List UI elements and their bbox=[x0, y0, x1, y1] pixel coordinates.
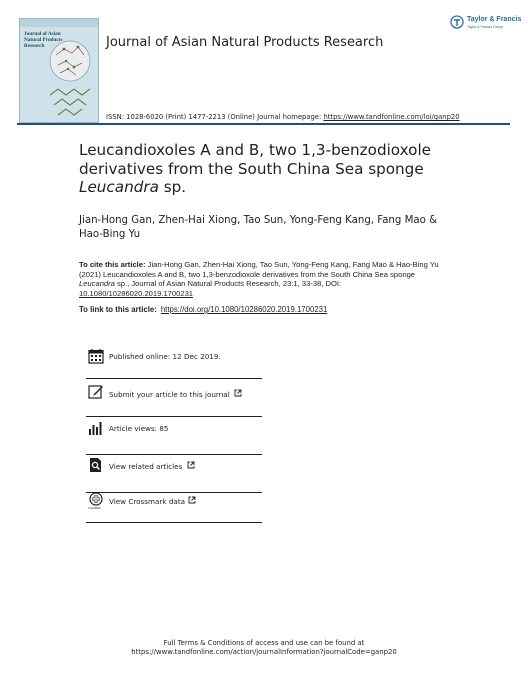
footer-terms-link[interactable]: https://www.tandfonline.com/action/journalInformation?journalCode=ganp20 bbox=[131, 648, 397, 656]
publisher-logo-tagline: Taylor & Francis Group bbox=[467, 25, 503, 29]
citation-doi-link[interactable]: 10.1080/10286020.2019.1700231 bbox=[79, 288, 194, 298]
submit-article-label[interactable]: Submit your article to this journal bbox=[109, 390, 230, 399]
link-to-label: To link to this article: bbox=[79, 305, 157, 314]
publisher-logo-icon bbox=[450, 15, 464, 29]
publisher-logo[interactable] bbox=[450, 14, 522, 34]
article-title-end: sp. bbox=[158, 178, 187, 196]
issn-text: ISSN: 1028-6020 (Print) 1477-2213 (Online) Journal homepage: bbox=[106, 113, 324, 121]
article-title bbox=[79, 141, 459, 197]
citation-text-a: Jian-Hong Gan, Zhen-Hai Xiong, Tao Sun, Yong-Feng Kang, Fang Mao & Hao-Bing Yu (2021) Leucandioxoles A and B, two 1,3-benzodioxole derivatives from the South China Sea sponge bbox=[79, 260, 439, 279]
journal-name[interactable]: Journal of Asian Natural Products Research bbox=[106, 35, 384, 50]
crossmark-caption: CrossMark bbox=[88, 507, 101, 510]
link-to-article bbox=[79, 305, 327, 314]
crossmark-row[interactable] bbox=[86, 492, 262, 523]
published-online-text: Published online: 12 Dec 2019. bbox=[109, 352, 221, 361]
cover-band bbox=[20, 19, 98, 27]
article-authors: Jian-Hong Gan, Zhen-Hai Xiong, Tao Sun, Yong-Feng Kang, Fang Mao & Hao-Bing Yu bbox=[79, 215, 438, 240]
journal-homepage-link[interactable]: https://www.tandfonline.com/loi/ganp20 bbox=[323, 113, 460, 121]
related-articles-row[interactable] bbox=[86, 454, 262, 493]
footer-terms: Full Terms & Conditions of access and use can be found at bbox=[163, 639, 365, 647]
article-doi-link[interactable]: https://doi.org/10.1080/10286020.2019.1700231 bbox=[160, 305, 328, 314]
issn-line bbox=[106, 113, 460, 121]
external-link-icon bbox=[234, 389, 242, 397]
edit-icon bbox=[88, 384, 104, 400]
calendar-icon bbox=[88, 348, 104, 364]
citation-label: To cite this article: bbox=[79, 260, 146, 269]
crossmark-label[interactable]: View Crossmark data bbox=[109, 497, 186, 506]
article-views-row bbox=[86, 416, 262, 455]
related-articles-label[interactable]: View related articles bbox=[109, 462, 183, 471]
crossmark-text[interactable] bbox=[109, 496, 196, 506]
submit-article-text[interactable] bbox=[109, 389, 242, 399]
external-link-icon bbox=[187, 461, 195, 469]
journal-cover-image bbox=[19, 18, 99, 123]
citation-text-b: sp., Journal of Asian Natural Products Research, 23:1, 33-38, DOI: bbox=[114, 279, 342, 289]
external-link-icon bbox=[188, 496, 196, 504]
publisher-logo-text: Taylor & Francis bbox=[467, 16, 522, 23]
search-document-icon bbox=[88, 457, 104, 473]
citation-block bbox=[79, 260, 445, 298]
submit-article-row[interactable] bbox=[86, 378, 262, 417]
related-articles-text[interactable] bbox=[109, 461, 195, 471]
cover-molecule-art bbox=[44, 35, 94, 119]
cover-title: Journal of Asian Natural Products Research bbox=[24, 31, 63, 49]
header-divider bbox=[17, 123, 510, 125]
article-views-text: Article views: 85 bbox=[109, 424, 169, 433]
citation-genus: Leucandra bbox=[79, 279, 115, 289]
published-online-row bbox=[86, 340, 262, 379]
article-title-text: Leucandioxoles A and B, two 1,3-benzodioxole derivatives from the South China Sea sponge bbox=[79, 141, 432, 178]
article-title-genus: Leucandra bbox=[79, 178, 159, 196]
bar-chart-icon bbox=[88, 420, 104, 436]
